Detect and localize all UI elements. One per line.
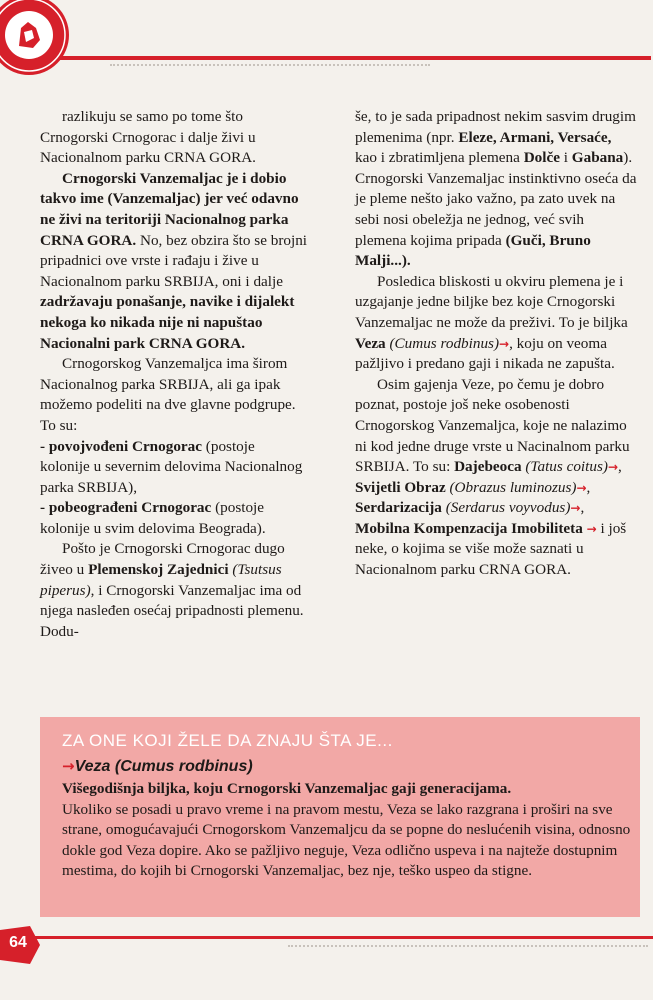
latin-name: (Obrazus luminozus) <box>449 478 577 496</box>
latin-name: (Serdarus voyvodus) <box>445 499 571 517</box>
bold-text: Eleze, Armani, Versaće, <box>458 128 612 146</box>
arrow-icon: → <box>576 480 587 495</box>
text-run: i još neke, o kojima se više može saznati u Nacionalnom parku CRNA GORA. <box>355 519 627 579</box>
info-box-text <box>62 779 634 882</box>
bold-text: Dolče <box>523 149 560 167</box>
latin-name: (Cumus rodbinus) <box>389 334 500 352</box>
latin-name: (Tatus coitus) <box>525 458 608 476</box>
arrow-icon: → <box>586 521 597 536</box>
text-run: še, to je sada pripadnost nekim sasvim drugim plemenima (npr. <box>355 108 636 146</box>
bold-text: Crnogorski Vanzemaljac je i dobio takvo ime (Vanzemaljac) jer već odavno ne živi na teritoriji Nacionalnog parka CRNA GORA. <box>40 169 299 249</box>
text-run: ). Crnogorski Vanzemaljac instinktivno oseća da je pleme nešto jako važno, pa zato uvek na sebi nosi obeležja ne jednog, već svih plemena kojima pripada <box>355 149 637 249</box>
info-box-title: ZA ONE KOJI ŽELE DA ZNAJU ŠTA JE... <box>62 731 393 750</box>
footer-rule <box>0 936 653 939</box>
article-right-column <box>355 107 637 581</box>
article-left-column <box>40 107 308 642</box>
info-box-subtitle <box>62 757 253 776</box>
footer-dotted-rule <box>288 945 648 947</box>
latin-name: (Tsutsus piperus) <box>40 561 282 599</box>
text-run: Posledica bliskosti u okviru plemena je i uzgajanje jedne biljke bez koje Crnogorski Vanzemaljac ne može da preživi. To je biljka <box>355 272 628 331</box>
text-run: , i Crnogorski Vanzemaljac ima od njega nasleđen osećaj pripadnosti plemenu. Dodu- <box>40 581 304 640</box>
paragraph <box>355 272 637 375</box>
paragraph <box>40 498 308 539</box>
bold-text: Mobilna Kompenzacija Imobiliteta <box>355 519 583 537</box>
text-run: Crnogorskog Vanzemaljca ima širom Nacionalnog parka SRBIJA, ali ga ipak možemo podeliti na dve glavne podgrupe. To su: <box>40 355 296 434</box>
info-box-subtitle-text: Veza (Cumus rodbinus) <box>74 758 253 775</box>
page-number: 64 <box>9 934 27 951</box>
info-box-body: Ukoliko se posadi u pravo vreme i na pravom mestu, Veza se lako razgrana i proširi na sve strane, omogućavajući Crnogorskom Vanzemaljcu da se popne do neslućenih visina, odnosno dokle god Veza dopire. Ako se pažljivo neguje, Veza odlično uspeva i na najteže dostupnim mestima, do kojih bi Crnogorski Vanzemaljac, bez nje, teško uspeo da stigne. <box>62 800 631 880</box>
paragraph <box>40 539 308 642</box>
text-run: , koju on veoma pažljivo i predano gaji i nikada ne zapušta. <box>355 334 615 373</box>
bold-text: zadržavaju ponašanje, navike i dijalekt nekoga ko nikada nije ni napuštao Nacionalni park CRNA GORA. <box>40 293 295 352</box>
paragraph <box>355 375 637 581</box>
text-run: Pošto je Crnogorski Crnogorac dugo živeo u <box>40 540 285 579</box>
text-run: , <box>618 458 622 476</box>
text-run: i <box>559 149 572 167</box>
text-run: , <box>586 478 591 496</box>
paragraph <box>40 169 308 354</box>
info-box <box>40 717 640 917</box>
arrow-icon: → <box>62 757 75 775</box>
header-dotted-rule <box>110 64 430 66</box>
paragraph <box>355 107 637 272</box>
bold-text: Serdarizacija <box>355 499 442 517</box>
paragraph <box>40 354 308 436</box>
text-run: (postoje kolonije u severnim delovima Nacionalnog parka SRBIJA), <box>40 437 303 496</box>
bold-text: - povojvođeni Crnogorac <box>40 437 202 455</box>
text-run: Osim gajenja Veze, po čemu je dobro poznat, postoje još neke osobenosti Crnogorskog Vanzemaljca, koje ne nalazimo ni kod jedne druge vrste u Nacinalnom parku SRBIJA. To su: <box>355 375 630 476</box>
bold-text: Veza <box>355 334 386 352</box>
bold-text: Plemenskoj Zajednici <box>88 561 229 579</box>
paragraph <box>40 107 308 169</box>
bold-text: Svijetli Obraz <box>355 478 446 496</box>
text-run: razlikuju se samo po tome što Crnogorski Crnogorac i dalje živi u Nacionalnom parku CRNA GORA. <box>40 108 256 167</box>
text-run: kao i zbratimljena plemena <box>355 149 524 167</box>
arrow-icon: → <box>499 336 510 351</box>
arrow-icon: → <box>570 501 581 516</box>
bold-text: Dajebeoca <box>454 458 522 476</box>
text-run: (postoje kolonije u svim delovima Beograda). <box>40 499 266 537</box>
arrow-icon: → <box>607 460 618 475</box>
text-run: No, bez obzira što se brojni pripadnici ove vrste i rađaju i žive u Nacionalnom parku SRBIJA, oni i dalje <box>40 231 308 290</box>
bold-text: (Guči, Bruno Malji...). <box>355 231 591 270</box>
park-logo-icon <box>0 0 72 78</box>
bold-text: - pobeograđeni Crnogorac <box>40 499 212 517</box>
bold-text: Gabana <box>571 149 624 167</box>
text-run: , <box>580 499 585 517</box>
paragraph <box>40 437 308 499</box>
header-rule <box>60 56 651 60</box>
info-box-lead: Višegodišnja biljka, koju Crnogorski Vanzemaljac gaji generacijama. <box>62 780 512 797</box>
